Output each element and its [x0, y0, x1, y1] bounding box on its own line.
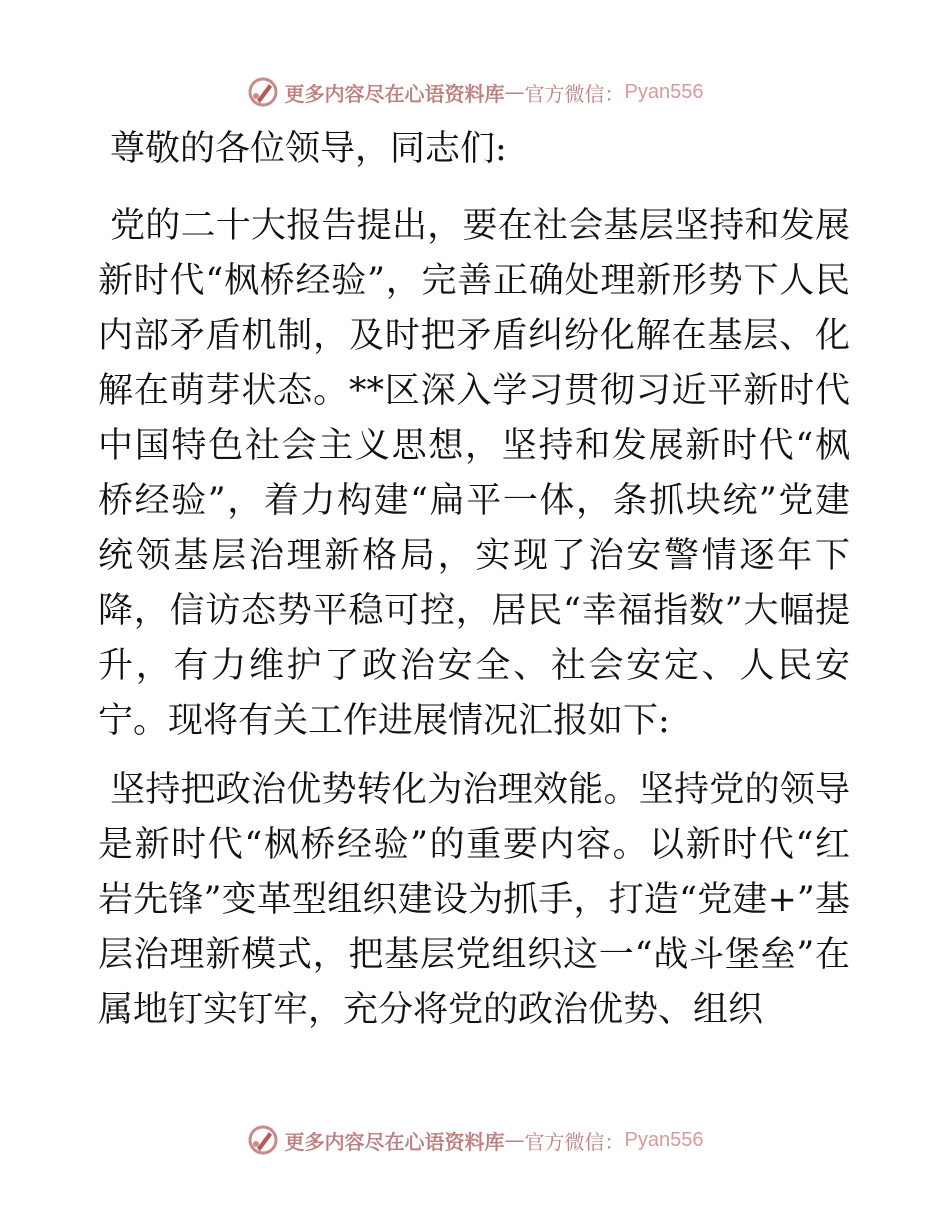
watermark-separator: —	[504, 1128, 525, 1152]
paragraph-1: 党的二十大报告提出，要在社会基层坚持和发展新时代“枫桥经验”，完善正确处理新形势下人民内部矛盾机制，及时把矛盾纠纷化解在基层、化解在萌芽状态。**区深入学习贯彻习近平新时代中国特色社会主义思想，坚持和发展新时代“枫桥经验”，着力构建“扁平一体，条抓块统”党建统领基层治理新格局，实现了治安警情逐年下降，信访态势平稳可控，居民“幸福指数”大幅提升，有力维护了政治安全、社会安定、人民安宁。现将有关工作进展情况汇报如下:	[98, 206, 850, 741]
document-body	[98, 122, 850, 1052]
watermark-separator: —	[504, 80, 525, 104]
watermark-wechat-label: 官方微信：	[524, 81, 625, 106]
watermark-wechat-label: 官方微信：	[524, 1129, 625, 1154]
pen-logo-icon	[247, 1124, 279, 1156]
pen-logo-icon	[247, 76, 279, 108]
header-watermark	[0, 72, 950, 112]
paragraph-2: 坚持把政治优势转化为治理效能。坚持党的领导是新时代“枫桥经验”的重要内容。以新时代“红岩先锋”变革型组织建设为抓手，打造“党建+”基层治理新模式，把基层党组织这一“战斗堡垒”在属地钉实钉牢，充分将党的政治优势、组织	[98, 770, 850, 1030]
watermark-text: 更多内容尽在心语资料库	[284, 81, 505, 106]
footer-watermark	[0, 1120, 950, 1160]
greeting: 尊敬的各位领导，同志们:	[110, 129, 507, 169]
watermark-text: 更多内容尽在心语资料库	[284, 1129, 505, 1154]
watermark-wechat-id: Pyan556	[624, 80, 704, 103]
watermark-wechat-id: Pyan556	[624, 1128, 704, 1151]
